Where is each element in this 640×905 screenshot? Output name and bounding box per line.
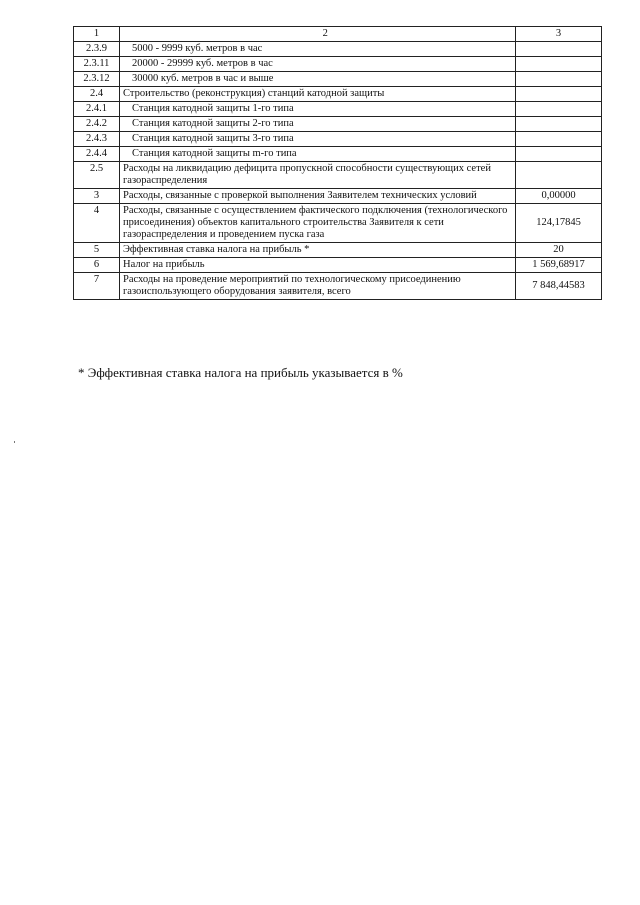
table-row bbox=[74, 57, 602, 72]
row-description-cell: 5000 - 9999 куб. метров в час bbox=[120, 42, 516, 57]
row-value-cell: 7 848,44583 bbox=[516, 273, 602, 300]
row-description-cell: Станция катодной защиты m-го типа bbox=[120, 147, 516, 162]
scan-mark bbox=[14, 441, 15, 443]
row-description-cell: 30000 куб. метров в час и выше bbox=[120, 72, 516, 87]
row-value-cell: 20 bbox=[516, 243, 602, 258]
table-row bbox=[74, 132, 602, 147]
row-description-cell: Расходы, связанные с осуществлением фактического подключения (технологического присоединения) объектов капитального строительства Заявителя к сети газораспределения и проведением пуска газа bbox=[120, 204, 516, 243]
header-col-2: 2 bbox=[136, 27, 516, 42]
table-row bbox=[74, 87, 602, 102]
row-number-cell: 2.4.4 bbox=[74, 147, 120, 162]
table-row bbox=[74, 117, 602, 132]
row-number-cell: 7 bbox=[74, 273, 120, 300]
table-row bbox=[74, 42, 602, 57]
table-row bbox=[74, 102, 602, 117]
row-number-cell: 2.4.1 bbox=[74, 102, 120, 117]
row-value-cell bbox=[516, 117, 602, 132]
table-row bbox=[74, 258, 602, 273]
row-number-cell: 2.4.2 bbox=[74, 117, 120, 132]
table-row bbox=[74, 243, 602, 258]
row-value-cell bbox=[516, 72, 602, 87]
header-col-1: 1 bbox=[74, 27, 120, 42]
row-number-cell: 2.5 bbox=[74, 162, 120, 189]
table-row bbox=[74, 204, 602, 243]
row-description-cell: Станция катодной защиты 3-го типа bbox=[120, 132, 516, 147]
row-description-cell: Станция катодной защиты 2-го типа bbox=[120, 117, 516, 132]
row-number-cell: 2.3.9 bbox=[74, 42, 120, 57]
table-header-row bbox=[74, 27, 602, 42]
row-number-cell: 2.4.3 bbox=[74, 132, 120, 147]
table-row bbox=[74, 72, 602, 87]
header-gap-cell bbox=[120, 27, 136, 42]
row-value-cell bbox=[516, 102, 602, 117]
row-value-cell bbox=[516, 42, 602, 57]
row-number-cell: 3 bbox=[74, 189, 120, 204]
table-row bbox=[74, 162, 602, 189]
row-number-cell: 4 bbox=[74, 204, 120, 243]
table-row bbox=[74, 273, 602, 300]
row-value-cell bbox=[516, 87, 602, 102]
row-value-cell bbox=[516, 132, 602, 147]
row-value-cell bbox=[516, 162, 602, 189]
row-description-cell: Расходы, связанные с проверкой выполнения Заявителем технических условий bbox=[120, 189, 516, 204]
row-number-cell: 2.3.11 bbox=[74, 57, 120, 72]
table-row bbox=[74, 189, 602, 204]
row-number-cell: 2.4 bbox=[74, 87, 120, 102]
header-col-3: 3 bbox=[516, 27, 602, 42]
row-value-cell: 0,00000 bbox=[516, 189, 602, 204]
row-description-cell: Строительство (реконструкция) станций катодной защиты bbox=[120, 87, 516, 102]
row-number-cell: 6 bbox=[74, 258, 120, 273]
row-number-cell: 5 bbox=[74, 243, 120, 258]
table-row bbox=[74, 147, 602, 162]
row-description-cell: 20000 - 29999 куб. метров в час bbox=[120, 57, 516, 72]
row-value-cell bbox=[516, 57, 602, 72]
row-description-cell: Эффективная ставка налога на прибыль * bbox=[120, 243, 516, 258]
row-number-cell: 2.3.12 bbox=[74, 72, 120, 87]
row-description-cell: Станция катодной защиты 1-го типа bbox=[120, 102, 516, 117]
row-value-cell bbox=[516, 147, 602, 162]
footnote: * Эффективная ставка налога на прибыль указывается в % bbox=[78, 365, 403, 380]
row-description-cell: Расходы на ликвидацию дефицита пропускной способности существующих сетей газораспределения bbox=[120, 162, 516, 189]
cost-table bbox=[73, 26, 602, 300]
row-description-cell: Расходы на проведение мероприятий по технологическому присоединению газоиспользующего оборудования заявителя, всего bbox=[120, 273, 516, 300]
row-value-cell: 1 569,68917 bbox=[516, 258, 602, 273]
row-value-cell: 124,17845 bbox=[516, 204, 602, 243]
row-description-cell: Налог на прибыль bbox=[120, 258, 516, 273]
